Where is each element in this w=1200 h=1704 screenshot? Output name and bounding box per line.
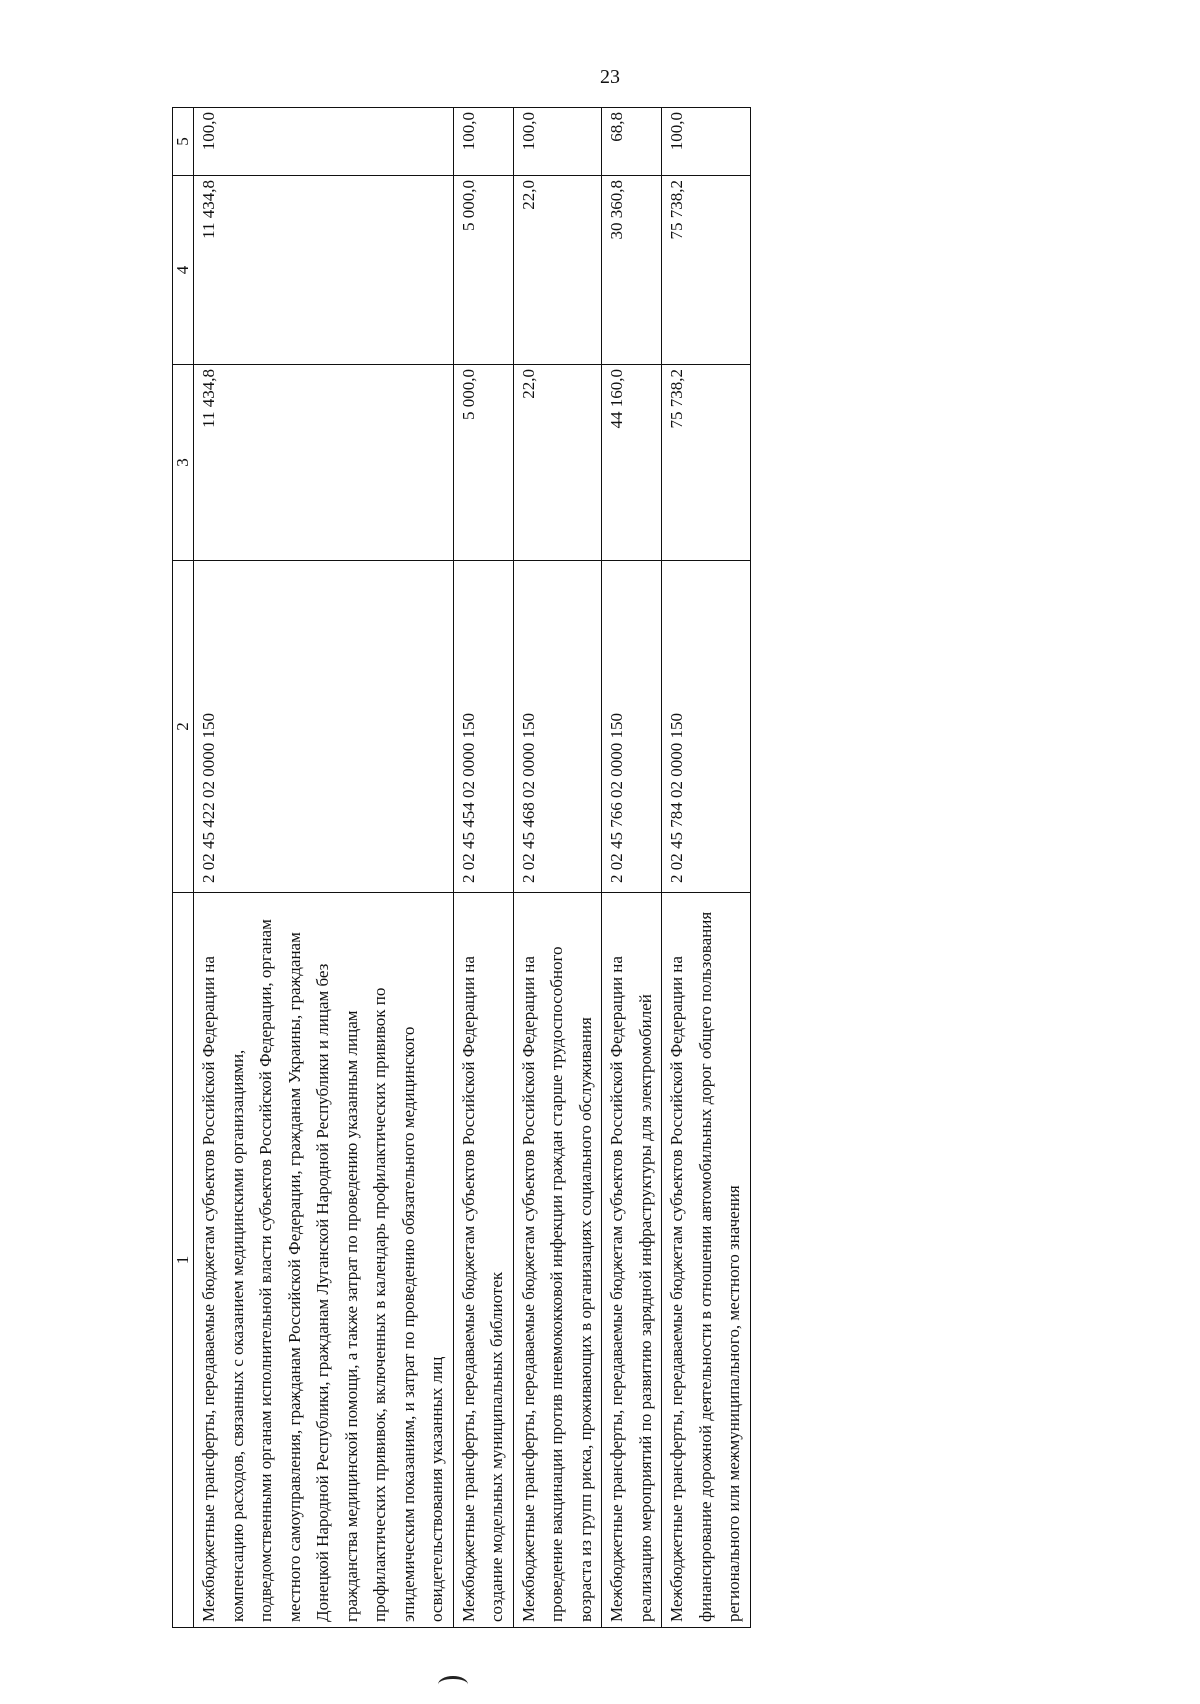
row-description: Межбюджетные трансферты, передаваемые бюджетам субъектов Российской Федерации на создание модельных муниципальных библиотек (453, 893, 513, 1628)
header-col-5: 5 (173, 108, 194, 176)
row-col5-percent: 100,0 (453, 108, 513, 176)
row-description: Межбюджетные трансферты, передаваемые бюджетам субъектов Российской Федерации на финансирование дорожной деятельности в отношении автомобильных дорог общего пользования регионального или межмуниципального, местного значения (662, 893, 751, 1628)
row-description: Межбюджетные трансферты, передаваемые бюджетам субъектов Российской Федерации на компенсацию расходов, связанных с оказанием медицинскими организациями, подведомственными органам исполнительной власти субъектов Российской Федерации, органам местного самоуправления, гражданам Российской Федерации, гражданам Украины, гражданам Донецкой Народной Республики, гражданам Луганской Народной Республики и лицам без гражданства медицинской помощи, а также затрат по проведению указанным лицам профилактических прививок, включенных в календарь профилактических прививок по эпидемическим показаниям, и затрат по проведению обязательного медицинского освидетельствования указанных лиц (194, 893, 454, 1628)
row-budget-code: 2 02 45 454 02 0000 150 (453, 561, 513, 893)
transfers-table (172, 107, 751, 1628)
row-col3-value: 11 434,8 (194, 365, 454, 561)
row-col3-value: 44 160,0 (602, 365, 662, 561)
row-col4-value: 5 000,0 (453, 176, 513, 365)
row-col4-value: 22,0 (513, 176, 602, 365)
table-row (453, 108, 513, 1628)
row-col4-value: 75 738,2 (662, 176, 751, 365)
row-budget-code: 2 02 45 766 02 0000 150 (602, 561, 662, 893)
row-budget-code: 2 02 45 422 02 0000 150 (194, 561, 454, 893)
row-col3-value: 22,0 (513, 365, 602, 561)
row-col3-value: 5 000,0 (453, 365, 513, 561)
row-col4-value: 11 434,8 (194, 176, 454, 365)
row-col5-percent: 68,8 (602, 108, 662, 176)
row-col3-value: 75 738,2 (662, 365, 751, 561)
row-budget-code: 2 02 45 784 02 0000 150 (662, 561, 751, 893)
table-row (194, 108, 454, 1628)
row-description: Межбюджетные трансферты, передаваемые бюджетам субъектов Российской Федерации на проведение вакцинации против пневмококковой инфекции граждан старше трудоспособного возраста из групп риска, проживающих в организациях социального обслуживания (513, 893, 602, 1628)
scan-mark (438, 1676, 468, 1693)
table-row (513, 108, 602, 1628)
row-col5-percent: 100,0 (513, 108, 602, 176)
row-col5-percent: 100,0 (194, 108, 454, 176)
header-col-4: 4 (173, 176, 194, 365)
header-col-2: 2 (173, 561, 194, 893)
row-col4-value: 30 360,8 (602, 176, 662, 365)
header-col-1: 1 (173, 893, 194, 1628)
table-row (662, 108, 751, 1628)
table-header-row (173, 108, 194, 1628)
rotated-table-frame (172, 108, 1087, 1628)
row-col5-percent: 100,0 (662, 108, 751, 176)
row-budget-code: 2 02 45 468 02 0000 150 (513, 561, 602, 893)
table-row (602, 108, 662, 1628)
page-number: 23 (600, 66, 620, 88)
header-col-3: 3 (173, 365, 194, 561)
row-description: Межбюджетные трансферты, передаваемые бюджетам субъектов Российской Федерации на реализацию мероприятий по развитию зарядной инфраструктуры для электромобилей (602, 893, 662, 1628)
rotated-table-container (172, 108, 1087, 1628)
